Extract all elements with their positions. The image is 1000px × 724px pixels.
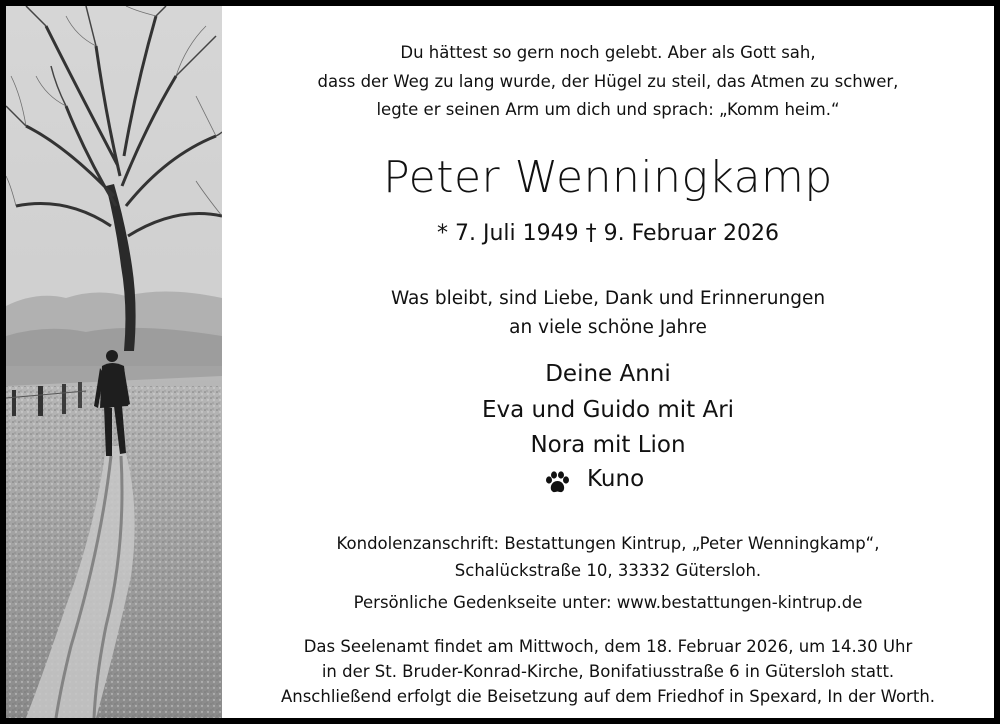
poem-line-3: legte er seinen Arm um dich und sprach: „Komm heim.“ — [376, 100, 840, 119]
quote-line-1: Was bleibt, sind Liebe, Dank und Erinnerungen — [390, 288, 826, 309]
contact-line-2: Schalückstraße 10, 33332 Gütersloh. — [454, 561, 762, 580]
paw-icon — [544, 471, 570, 495]
life-dates: * 7. Juli 1949 † 9. Februar 2026 — [436, 221, 780, 246]
winter-path-photo — [6, 6, 222, 718]
deceased-name: Peter Wenningkamp — [383, 152, 833, 203]
poem-line-1: Du hättest so gern noch gelebt. Aber als Gott sah, — [400, 43, 816, 62]
poem-line-2: dass der Weg zu lang wurde, der Hügel zu steil, das Atmen zu schwer, — [317, 72, 899, 91]
contact-line-1: Kondolenzanschrift: Bestattungen Kintrup, „Peter Wenningkamp“, — [336, 534, 880, 553]
memorial-photo — [6, 6, 222, 718]
service-line-2: in der St. Bruder-Konrad-Kirche, Bonifatiusstraße 6 in Gütersloh statt. — [321, 662, 895, 681]
service-line-3: Anschließend erfolgt die Beisetzung auf dem Friedhof in Spexard, In der Worth. — [280, 687, 936, 706]
pet-name: Kuno — [587, 466, 645, 492]
family-line-1: Deine Anni — [545, 361, 671, 387]
notice-text — [222, 6, 994, 718]
memorial-website: Persönliche Gedenkseite unter: www.bestattungen-kintrup.de — [353, 593, 863, 612]
family-line-3: Nora mit Lion — [530, 432, 686, 458]
family-line-2: Eva und Guido mit Ari — [481, 397, 735, 423]
service-line-1: Das Seelenamt findet am Mittwoch, dem 18. Februar 2026, um 14.30 Uhr — [303, 637, 913, 656]
quote-line-2: an viele schöne Jahre — [509, 317, 707, 338]
